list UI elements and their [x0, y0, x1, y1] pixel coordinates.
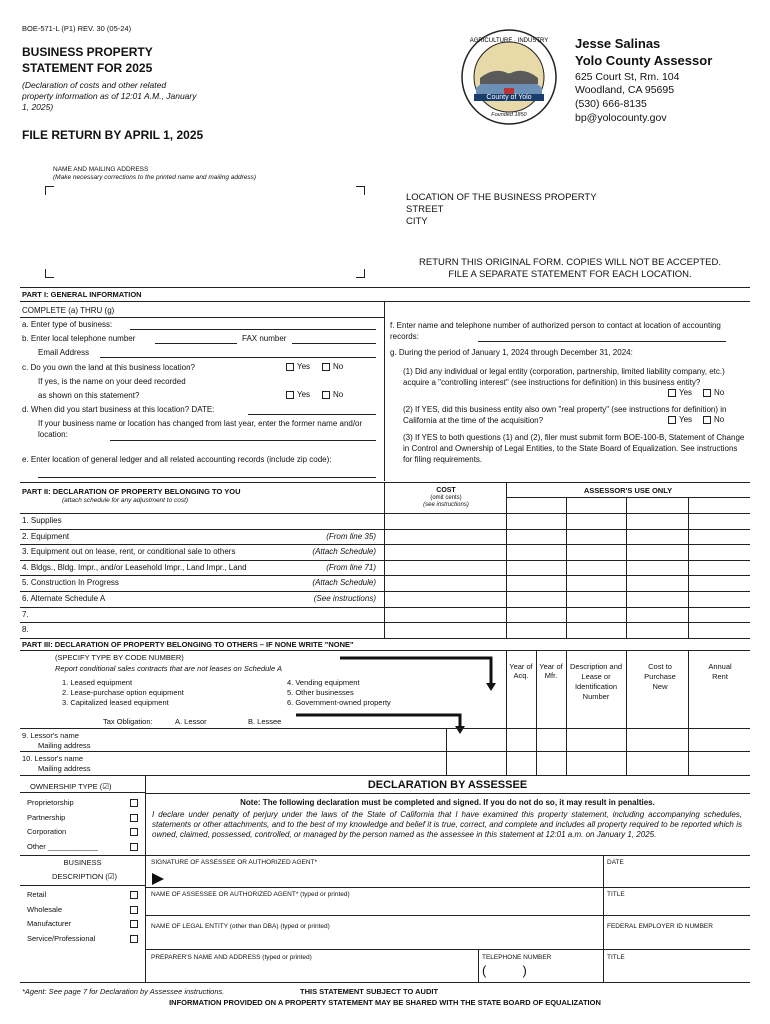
c2-no[interactable]: No — [322, 390, 343, 399]
ownership-title: OWNERSHIP TYPE (☑) — [30, 782, 112, 791]
part2-row-note: (Attach Schedule) — [312, 578, 376, 588]
assessor-title: Yolo County Assessor — [575, 53, 713, 68]
assessor-address-1: 625 Court St, Rm. 104 — [575, 71, 680, 83]
audit-note: THIS STATEMENT SUBJECT TO AUDIT — [300, 987, 439, 996]
q-c-label: c. Do you own the land at this business location? — [22, 363, 195, 372]
start-date-field[interactable] — [248, 414, 376, 415]
return-original-note: RETURN THIS ORIGINAL FORM. COPIES WILL NOT BE ACCEPTED. — [419, 257, 721, 268]
declaration-title: DECLARATION BY ASSESSEE — [367, 779, 528, 791]
business-description-checkbox[interactable] — [130, 935, 138, 943]
c-yes[interactable]: Yes — [286, 362, 310, 371]
mailing-note: (Make necessary corrections to the printed name and mailing address) — [53, 174, 257, 181]
name-agent-label: NAME OF ASSESSEE OR AUTHORIZED AGENT* (typed or printed) — [151, 891, 350, 898]
legal-entity-label: NAME OF LEGAL ENTITY (other than DBA) (typed or printed) — [151, 923, 330, 930]
g1-label: (1) Did any individual or legal entity (corporation, partnership, limited liability company, etc.) acquire a "controlling interest" (see instructions for definition) in this business entity? — [403, 367, 725, 387]
shared-note: INFORMATION PROVIDED ON A PROPERTY STATEMENT MAY BE SHARED WITH THE STATE BOARD OF EQUALIZATION — [169, 998, 601, 1007]
part2-cost-field[interactable] — [386, 608, 504, 622]
business-description-option: Wholesale — [27, 904, 63, 914]
part2-row-label: 2. Equipment — [22, 531, 70, 541]
col-year-acq: Year of Acq. — [509, 662, 533, 680]
r10-lessor: 10. Lessor's name — [22, 754, 84, 763]
date-field[interactable] — [607, 868, 747, 884]
business-description-option: Manufacturer — [27, 919, 72, 928]
county-seal — [460, 28, 558, 126]
telephone-label: TELEPHONE NUMBER — [482, 954, 552, 961]
ownership-option: Other ____________ — [27, 841, 98, 851]
codes-right: 4. Vending equipment 5. Other businesses 6. Government-owned property — [287, 678, 391, 707]
g1-no[interactable]: No — [703, 388, 724, 397]
r9-address: Mailing address — [38, 741, 91, 750]
location-street: STREET — [406, 204, 444, 215]
part2-row-note: (From line 35) — [326, 531, 376, 541]
part2-cost-field[interactable] — [386, 576, 504, 590]
col-annual-rent: Annual Rent — [708, 662, 732, 681]
part2-row-note: (From line 71) — [326, 562, 376, 572]
preparer-label: PREPARER'S NAME AND ADDRESS (typed or printed) — [151, 954, 312, 961]
ownership-option: Partnership — [27, 812, 66, 822]
part1-title: PART I: GENERAL INFORMATION — [22, 290, 142, 299]
part2-cost-field[interactable] — [386, 514, 504, 528]
c2b-label: as shown on this statement? — [38, 391, 140, 400]
signature-field[interactable] — [170, 868, 595, 884]
ownership-checkbox[interactable] — [130, 828, 138, 836]
form-title-2: STATEMENT FOR 2025 — [22, 61, 153, 75]
part2-row-label: 3. Equipment out on lease, rent, or conditional sale to others — [22, 547, 236, 557]
q-b-label: b. Enter local telephone number — [22, 334, 136, 343]
mailing-address-box[interactable] — [45, 186, 365, 278]
g3-label: (3) If YES to both questions (1) and (2), filer must submit form BOE-100-B, Statement of Change in Control and Ownership of Legal Entities, to the State Board of Equalization. See instructions for filing requirements. — [403, 433, 745, 464]
part2-cost-field[interactable] — [386, 545, 504, 559]
assessor-name: Jesse Salinas — [575, 36, 661, 51]
c-no[interactable]: No — [322, 362, 343, 371]
q-f-label: f. Enter name and telephone number of authorized person to contact at location of accounting records: — [390, 321, 721, 341]
tax-lessee[interactable]: B. Lessee — [248, 717, 282, 726]
part1-complete: COMPLETE (a) THRU (g) — [22, 306, 115, 315]
ownership-option: Proprietorship — [27, 798, 74, 807]
r9-lessor: 9. Lessor's name — [22, 731, 79, 740]
assessor-phone: (530) 666-8135 — [575, 98, 647, 110]
part2-row-note: (See instructions) — [313, 594, 376, 603]
cost-sub2: (see instructions) — [423, 502, 469, 508]
part2-row-label: 1. Supplies — [22, 516, 62, 525]
part3-spec: (SPECIFY TYPE BY CODE NUMBER) — [55, 653, 184, 662]
email-field[interactable] — [100, 357, 376, 358]
part2-cost-field[interactable] — [386, 592, 504, 606]
form-id: BOE-571-L (P1) REV. 30 (05-24) — [22, 24, 132, 33]
part2-row-label: 7. — [22, 609, 29, 619]
svg-text:AGRICULTURE · INDUSTRY: AGRICULTURE · INDUSTRY — [469, 38, 549, 44]
biz-title-1: BUSINESS — [63, 858, 102, 867]
business-description-option: Service/Professional — [27, 933, 96, 943]
telephone-field[interactable]: ( ) — [482, 963, 527, 978]
business-type-field[interactable] — [130, 329, 376, 330]
col-description: Description and Lease or Identification Number — [569, 662, 623, 701]
business-description-checkbox[interactable] — [130, 920, 138, 928]
tax-lessor[interactable]: A. Lessor — [175, 717, 207, 726]
declaration-note: Note: The following declaration must be completed and signed. If you do not do so, it may result in penalties. — [240, 798, 655, 807]
seal-name: County of Yolo — [474, 94, 544, 101]
title-label: TITLE — [607, 891, 625, 898]
assessor-use-header: ASSESSOR'S USE ONLY — [583, 486, 673, 495]
assessor-address-2: Woodland, CA 95695 — [575, 84, 675, 96]
c2-label: If yes, is the name on your deed recorded — [38, 377, 186, 386]
q-a-label: a. Enter type of business: — [22, 320, 113, 329]
q-g-label: g. During the period of January 1, 2024 through December 31, 2024: — [390, 348, 633, 357]
g2-label: (2) If YES, did this business entity also own "real property" (see instructions for definition) in California at the time of the acquisition? — [403, 405, 727, 425]
cost-sub1: (omit cents) — [430, 495, 462, 501]
biz-title-2: DESCRIPTION (☑) — [52, 872, 118, 881]
agent-footnote: *Agent: See page 7 for Declaration by Assessee instructions. — [22, 987, 225, 996]
location-city: CITY — [406, 216, 428, 227]
separate-statement-note: FILE A SEPARATE STATEMENT FOR EACH LOCATION. — [448, 269, 692, 280]
g2-no[interactable]: No — [703, 415, 724, 424]
play-arrow-icon — [151, 872, 165, 886]
former-name-field[interactable] — [110, 440, 376, 441]
date-label: DATE — [607, 859, 624, 866]
part2-row-label: 6. Alternate Schedule A — [22, 594, 106, 603]
fein-label: FEDERAL EMPLOYER ID NUMBER — [607, 923, 713, 930]
email-label: Email Address — [38, 348, 90, 357]
assessor-email[interactable]: bp@yolocounty.gov — [575, 112, 667, 124]
part2-cost-field[interactable] — [386, 530, 504, 544]
part2-row-note: (Attach Schedule) — [312, 547, 376, 557]
fax-field[interactable] — [292, 343, 376, 344]
part2-title: PART II: DECLARATION OF PROPERTY BELONGING TO YOU — [22, 487, 241, 496]
part3-report: Report conditional sales contracts that are not leases on Schedule A — [55, 664, 282, 673]
fax-label: FAX number — [242, 334, 287, 343]
part2-row-label: 8. — [22, 625, 29, 635]
mailing-label: NAME AND MAILING ADDRESS — [53, 166, 149, 173]
part2-row-label: 5. Construction In Progress — [22, 578, 119, 588]
part2-cost-field[interactable] — [386, 561, 504, 575]
seal-founded: Founded 1850 — [491, 112, 527, 118]
business-description-option: Retail — [27, 890, 47, 899]
r10-address: Mailing address — [38, 764, 91, 773]
ownership-checkbox[interactable] — [130, 799, 138, 807]
part2-cost-field[interactable] — [386, 623, 504, 637]
form-subtitle: (Declaration of costs and other related property information as of 12:01 A.M., January 1, 2025) — [22, 80, 197, 112]
q-e-label: e. Enter location of general ledger and all related accounting records (include zip code): — [22, 455, 332, 464]
ledger-location-field[interactable] — [38, 477, 376, 478]
codes-left: 1. Leased equipment 2. Lease-purchase option equipment 3. Capitalized leased equipment — [62, 678, 184, 707]
business-description-checkbox[interactable] — [130, 906, 138, 914]
col-cost-new: Cost to Purchase New — [644, 662, 676, 691]
arrow-icon — [340, 655, 510, 695]
part3-title: PART III: DECLARATION OF PROPERTY BELONGING TO OTHERS – IF NONE WRITE "NONE" — [22, 640, 354, 649]
form-title-1: BUSINESS PROPERTY — [22, 45, 153, 59]
g1-yes[interactable]: Yes — [668, 388, 692, 397]
arrow-icon-2 — [296, 712, 468, 736]
col-year-mfr: Year of Mfr. — [539, 662, 563, 680]
ownership-checkbox[interactable] — [130, 843, 138, 851]
part2-row-label: 4. Bldgs., Bldg. Impr., and/or Leasehold Impr., Land Impr., Land — [22, 562, 247, 572]
ownership-option: Corporation — [27, 827, 67, 836]
sig-label: SIGNATURE OF ASSESSEE OR AUTHORIZED AGENT* — [151, 859, 318, 866]
phone-field[interactable] — [155, 343, 237, 344]
c2-yes[interactable]: Yes — [286, 390, 310, 399]
d2-label: If your business name or location has changed from last year, enter the former name and/or location: — [38, 419, 363, 439]
ownership-checkbox[interactable] — [130, 814, 138, 822]
cost-header: COST — [436, 487, 456, 494]
q-d-label: d. When did you start business at this location? DATE: — [22, 405, 215, 414]
file-return-deadline: FILE RETURN BY APRIL 1, 2025 — [22, 128, 204, 142]
title2-label: TITLE — [607, 954, 625, 961]
g2-yes[interactable]: Yes — [668, 415, 692, 424]
location-label: LOCATION OF THE BUSINESS PROPERTY — [406, 192, 597, 203]
contact-field[interactable] — [478, 341, 726, 342]
business-description-checkbox[interactable] — [130, 891, 138, 899]
declaration-text: I declare under penalty of perjury under the laws of the State of California that I have examined this property statement, including accompanying schedules, statements or other attachments, and to the best of my knowledge and belief it is true, correct, and complete and includes all property required to be reported which is owned, claimed, possessed, controlled, or managed by the person named as the assessee in this statement at 12:01 a.m. on January 1, 2025. — [152, 810, 742, 839]
tax-obligation-label: Tax Obligation: — [103, 717, 153, 726]
part2-sub: (attach schedule for any adjustment to cost) — [62, 497, 189, 504]
